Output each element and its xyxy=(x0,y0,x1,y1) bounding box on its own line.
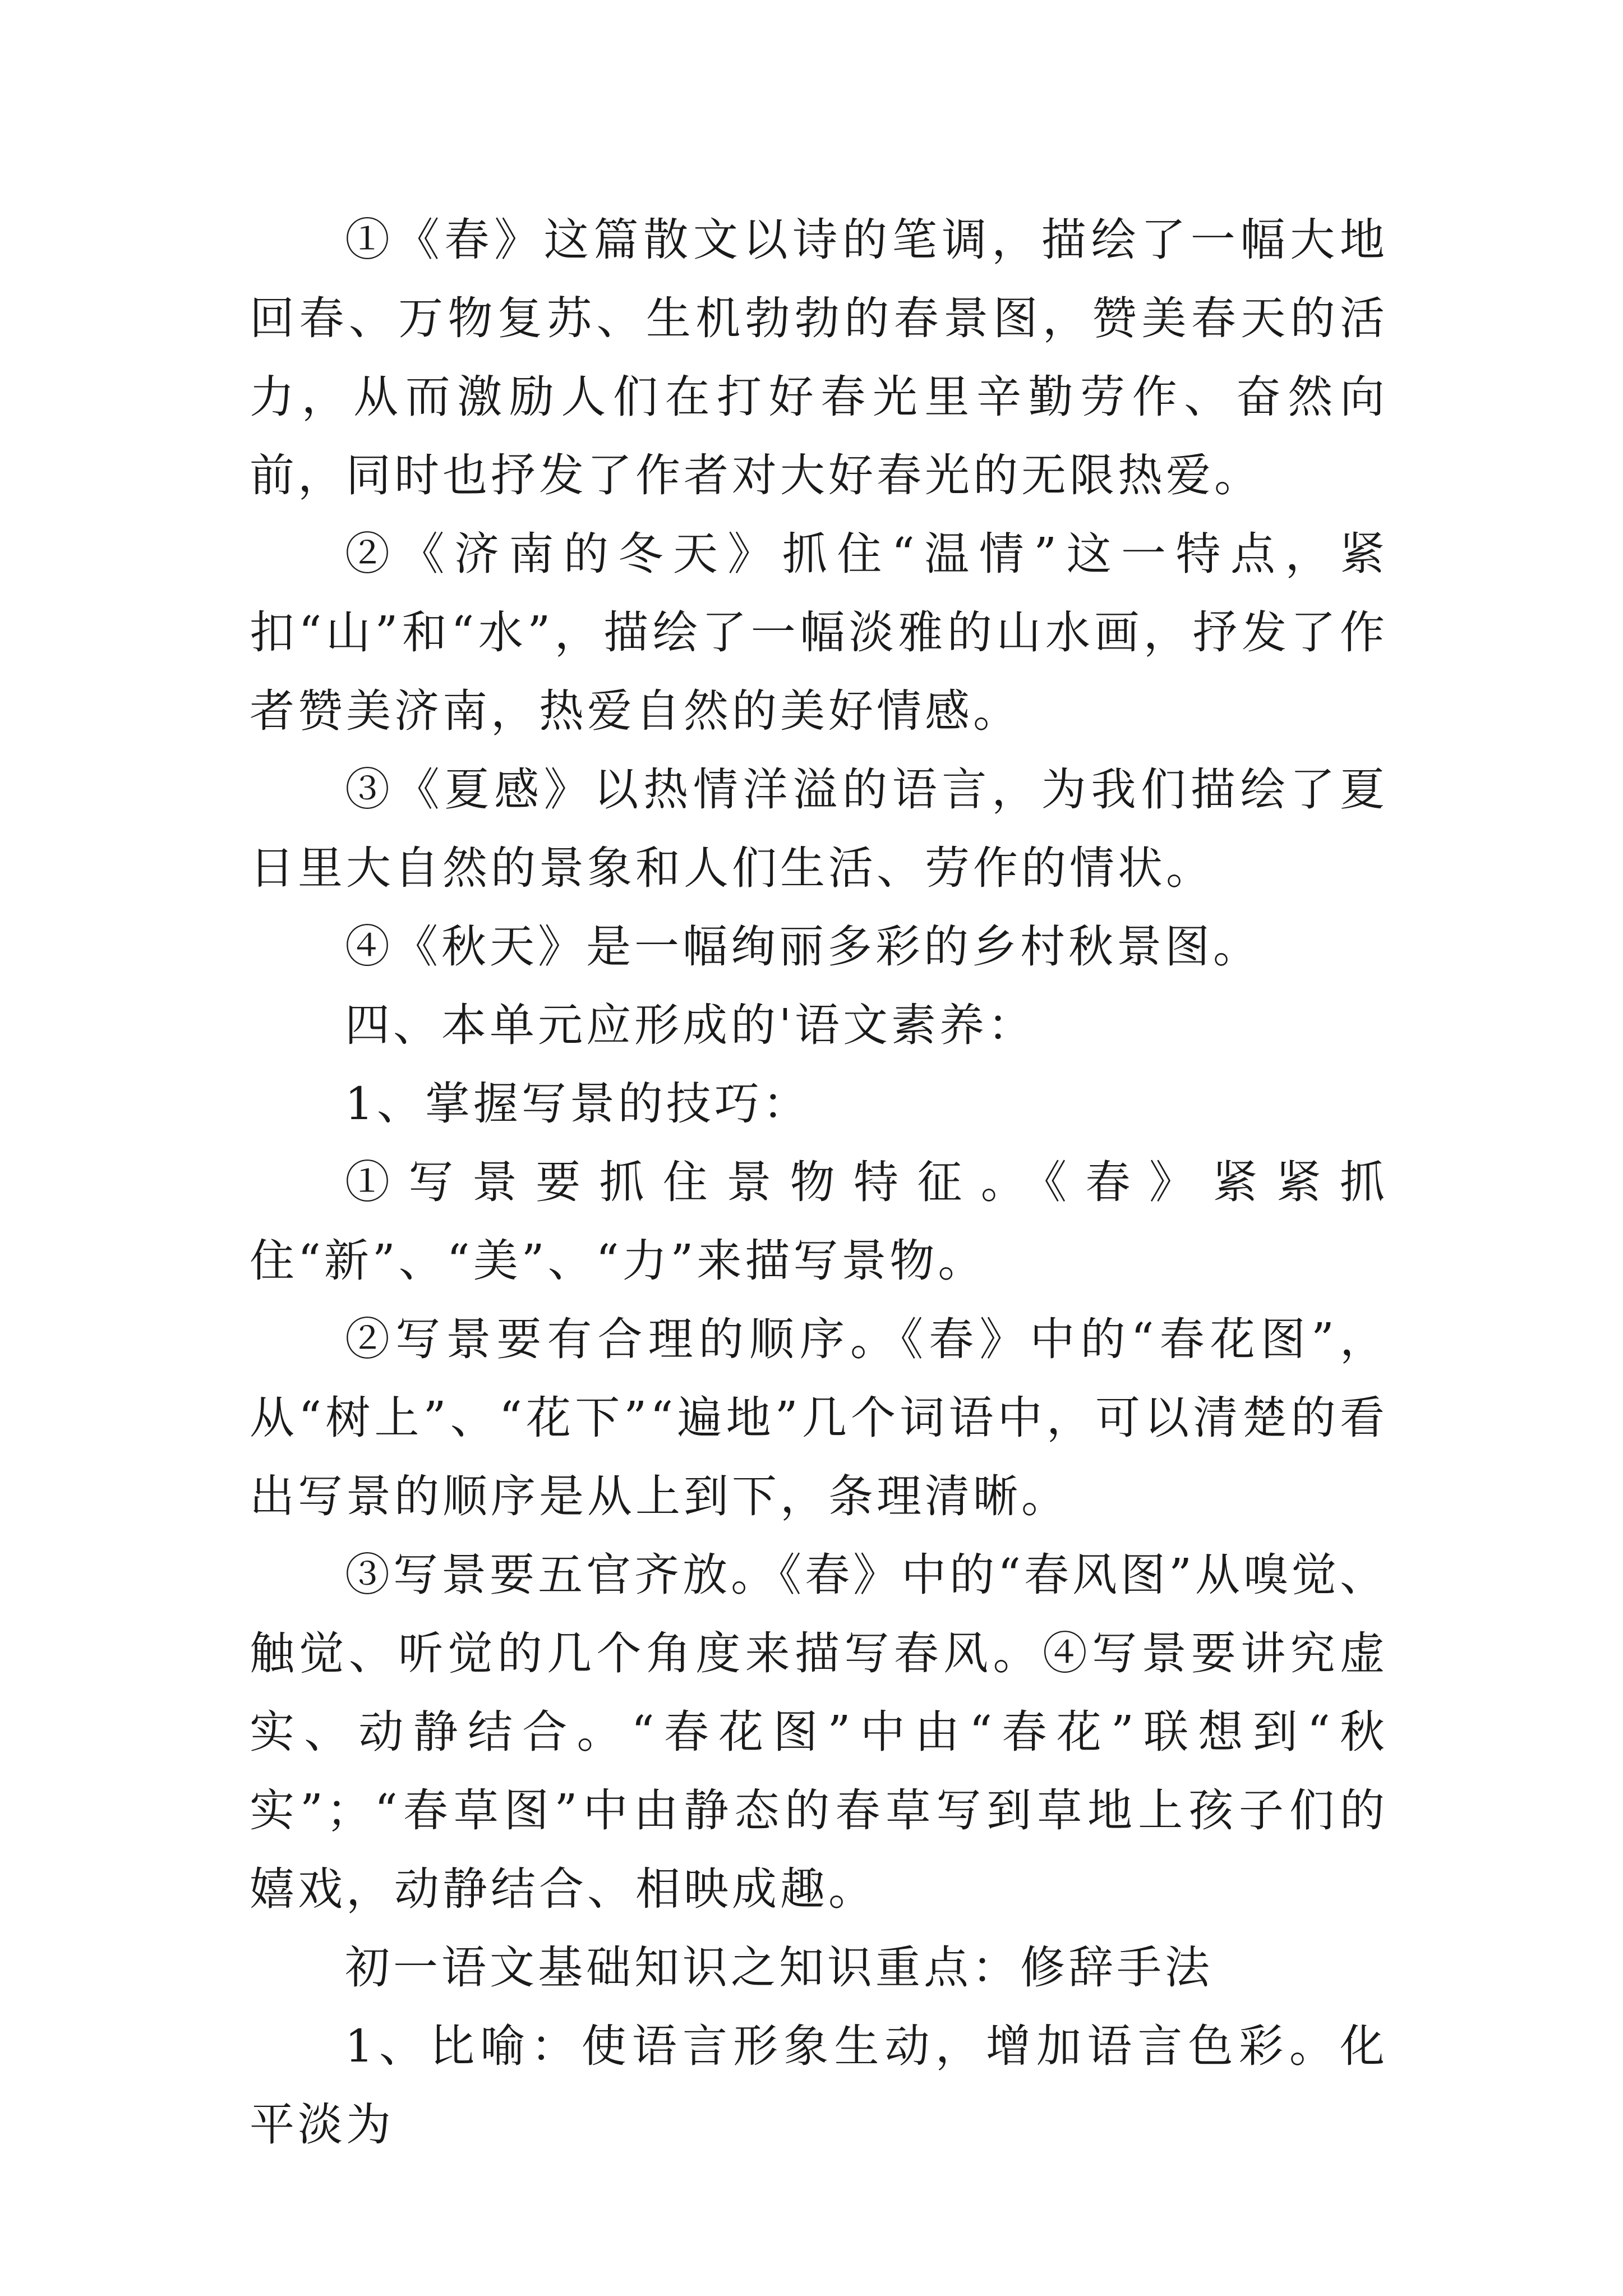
subheading-scenery-skills: 1、掌握写景的技巧： xyxy=(345,1078,811,1130)
document-body xyxy=(250,201,1388,2164)
heading-rhetoric: 初一语文基础知识之知识重点：修辞手法 xyxy=(345,1941,1213,1994)
paragraph-spring: ①《春》这篇散文以诗的笔调，描绘了一幅大地回春、万物复苏、生机勃勃的春景图，赞美春天的活力，从而激励人们在打好春光里辛勤劳作、奋然向前，同时也抒发了作者对大好春光的无限热爱。 xyxy=(250,214,1388,501)
paragraph-skill-features: ①写景要抓住景物特征。《春》紧紧抓住“新”、“美”、“力”来描写景物。 xyxy=(250,1156,1388,1287)
paragraph-autumn: ④《秋天》是一幅绚丽多彩的乡村秋景图。 xyxy=(345,921,1261,973)
paragraph-skill-order: ②写景要有合理的顺序。《春》中的“春花图”，从“树上”、“花下”“遍地”几个词语中，可以清楚的看出写景的顺序是从上到下，条理清晰。 xyxy=(250,1313,1388,1522)
paragraph-skill-senses: ③写景要五官齐放。《春》中的“春风图”从嗅觉、触觉、听觉的几个角度来描写春风。④写景要讲究虚实、动静结合。“春花图”中由“春花”联想到“秋实”；“春草图”中由静态的春草写到草地上孩子们的嬉戏，动静结合、相映成趣。 xyxy=(250,1549,1388,1915)
section-heading-literacy: 四、本单元应形成的'语文素养： xyxy=(345,999,1036,1051)
paragraph-metaphor: 1、比喻：使语言形象生动，增加语言色彩。化平淡为 xyxy=(250,2020,1388,2151)
paragraph-jinan-winter: ②《济南的冬天》抓住“温情”这一特点，紧扣“山”和“水”，描绘了一幅淡雅的山水画，抒发了作者赞美济南，热爱自然的美好情感。 xyxy=(250,528,1388,737)
paragraph-summer: ③《夏感》以热情洋溢的语言，为我们描绘了夏日里大自然的景象和人们生活、劳作的情状。 xyxy=(250,763,1388,894)
